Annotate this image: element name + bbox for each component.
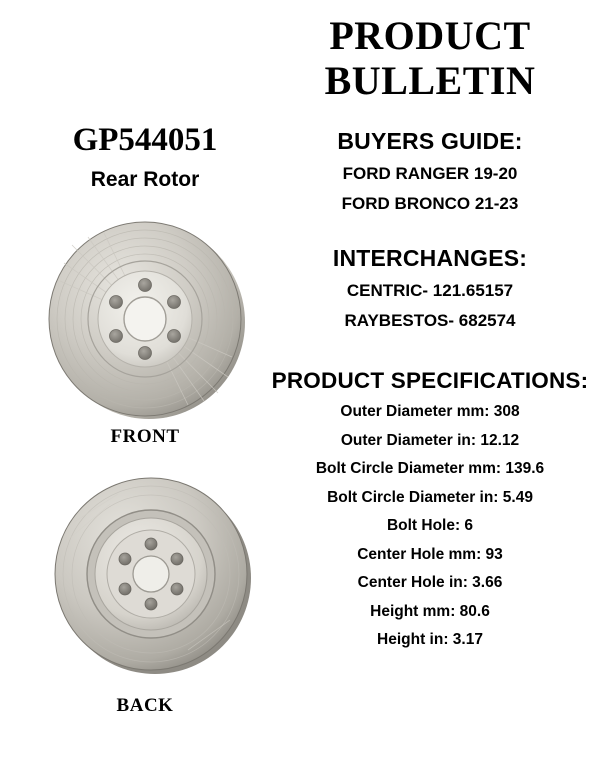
buyers-guide-item: FORD RANGER 19-20: [342, 164, 518, 183]
spec-item: Bolt Circle Diameter in: 5.49: [327, 488, 533, 506]
spec-item: Center Hole in: 3.66: [357, 574, 503, 591]
part-type: Rear Rotor: [90, 168, 200, 191]
spec-item: Outer Diameter mm: 308: [340, 403, 520, 420]
spec-item: Center Hole mm: 93: [357, 545, 503, 563]
spec-item: Height mm: 80.6: [370, 602, 490, 620]
page-title: [270, 14, 590, 104]
buyers-guide-item: FORD BRONCO 21-23: [341, 194, 519, 213]
buyers-guide-heading: BUYERS GUIDE:: [337, 128, 523, 154]
info-column: [268, 128, 592, 661]
spec-item: Outer Diameter in: 12.12: [340, 431, 520, 449]
spacer: [268, 342, 592, 368]
page-title-line-2: BULLETIN: [324, 57, 536, 103]
part-number: GP544051: [72, 122, 218, 158]
specifications-heading: PRODUCT SPECIFICATIONS:: [271, 368, 589, 393]
brake-rotor-front-image: [42, 215, 252, 425]
interchange-item: CENTRIC- 121.65157: [346, 281, 514, 300]
spacer: [268, 225, 592, 245]
image-caption-back: BACK: [116, 695, 174, 716]
spec-item: Bolt Circle Diameter mm: 139.6: [315, 460, 545, 477]
interchange-item: RAYBESTOS- 682574: [344, 311, 516, 330]
interchanges-heading: INTERCHANGES:: [332, 245, 528, 271]
brake-rotor-back-image: [48, 470, 258, 680]
image-caption-front: FRONT: [110, 426, 180, 447]
spec-item: Height in: 3.17: [377, 631, 483, 648]
spec-item: Bolt Hole: 6: [386, 517, 474, 534]
page-title-line-1: PRODUCT: [329, 13, 531, 58]
